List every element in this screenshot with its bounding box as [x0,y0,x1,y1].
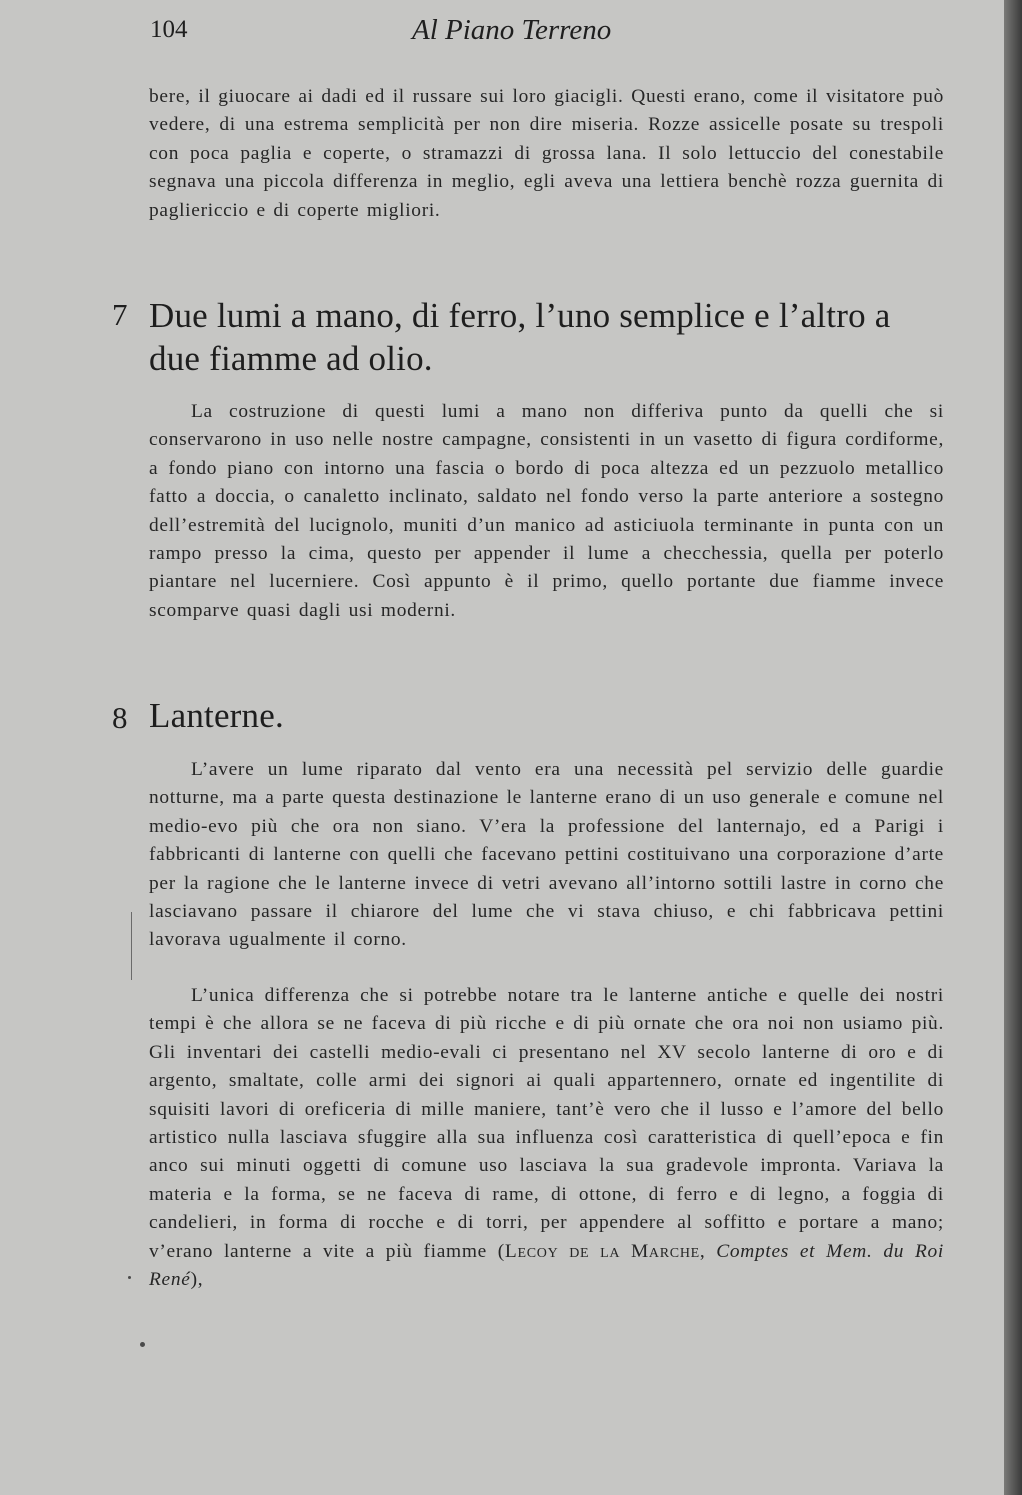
running-title: Al Piano Terreno [412,14,612,46]
ink-speck [140,1342,145,1347]
paragraph-2-text: L’unica differenza che si potrebbe notare tra le lanterne antiche e quelle dei nostri tempi è che allora se ne faceva di più ricche e di più ornate che ora noi non usiamo più. Gli inventari dei castelli medio-evali ci presentano nel XV secolo lanterne di oro e di argento, smaltate, colle armi dei signori ai quali appartennero, ornate ed ingentilite di squisiti lavori di oreficeria di mille maniere, tant’è vero che il lusso e l’amore del bello artistico nulla lasciava sfuggire alla sua influenza così caratteristica di quell’epoca e fin anco sui minuti oggetti di comune uso lasciava la sua gradevole impronta. Variava la materia e la forma, se ne faceva di rame, di ottone, di ferro e di legno, a foggia di candelieri, in forma di rocche e di torri, per appendere al soffitto e portare a mano; v’erano lanterne a vite a più fiamme ( [149,985,944,1262]
section-7-title: Due lumi a mano, di ferro, l’uno semplice e l’altro a due fiamme ad olio. [149,296,891,378]
ink-speck [128,1276,131,1279]
margin-mark [131,912,132,980]
citation-separator: , [699,1240,717,1262]
page-edge-shadow [1004,0,1022,1495]
citation-end: ), [190,1269,204,1291]
citation-work: Comptes et Mem. du Roi René [149,1240,944,1291]
page-number: 104 [150,16,188,43]
section-7-paragraph: La costruzione di questi lumi a mano non differiva punto da quelli che si conservarono in uso nelle nostre campagne, consistenti in un vasetto di figura cordiforme, a fondo piano con intorno una fascia o bordo di poca altezza ed un pezzuolo metallico fatto a doccia, o canaletto inclinato, saldato nel fondo verso la parte anteriore a sostegno dell’estremità del lucignolo, muniti d’un manico ad asticiuola terminante in punta con un rampo presso la cima, questo per appender il lume a checchessia, quella per poterlo piantare nel lucerniere. Così appunto è il primo, quello portante due fiamme invece scomparve quasi dagli usi moderni. [149,401,944,621]
section-8-number: 8 [112,700,128,735]
section-7-number: 7 [112,297,128,332]
section-8-title: Lanterne. [149,696,284,735]
section-8-paragraph-2 [149,982,944,1294]
citation-author: Lecoy de la Marche [504,1240,700,1262]
page-header [150,14,940,54]
section-8-paragraph-1: L’avere un lume riparato dal vento era una necessità pel servizio delle guardie notturne, ma a parte questa destinazione le lanterne erano di un uso generale e comune nel medio-evo più che ora non siano. V’era la professione del lanternajo, ed a Parigi i fabbricanti di lanterne con quelli che facevano pettini costituivano una corporazione d’arte per la ragione che le lanterne invece di vetri avevano all’intorno sottili lastre in corno che lasciavano passare il chiarore del lume che vi stava chiuso, e chi fabbricava pettini lavorava ugualmente il corno. [149,759,944,951]
intro-paragraph: bere, il giuocare ai dadi ed il russare sui loro giacigli. Questi erano, come il visitatore può vedere, di una estrema semplicità per non dire miseria. Rozze assicelle posate su trespoli con poca paglia e coperte, o stramazzi di grossa lana. Il solo lettuccio del conestabile segnava una piccola differenza in meglio, egli aveva una lettiera benchè rozza guernita di pagliericcio e di coperte migliori. [149,86,944,221]
